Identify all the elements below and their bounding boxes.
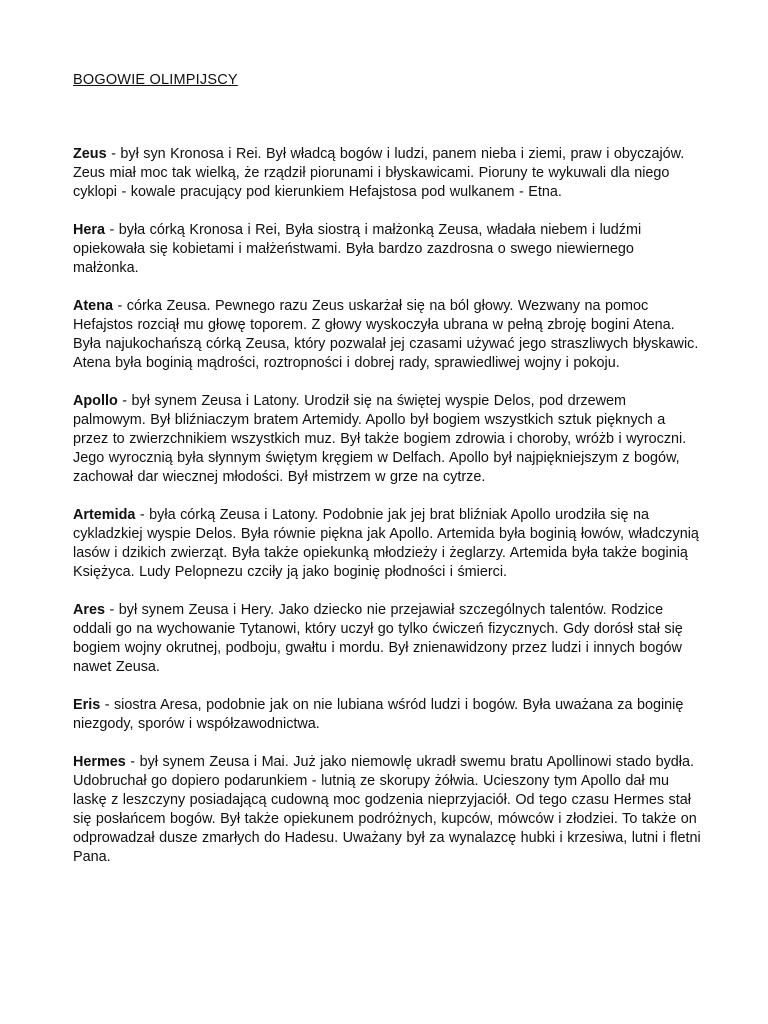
- entry-atena: [73, 297, 703, 373]
- entry-apollo: [73, 392, 703, 487]
- entry-name: Hermes: [73, 754, 126, 770]
- entry-text: - była córką Zeusa i Latony. Podobnie jak jej brat bliźniak Apollo urodziła się na cykladzkiej wyspie Delos. Była równie piękna jak Apollo. Artemida była boginią łowów, władczynią lasów i dzikich zwierząt. Była także opiekunką młodzieży i żeglarzy. Artemida była także boginią Księżyca. Ludy Pelopnezu czciły ją jako boginię płodności i śmierci.: [73, 507, 699, 580]
- entry-ares: [73, 601, 703, 677]
- entry-text: - był synem Zeusa i Latony. Urodził się na świętej wyspie Delos, pod drzewem palmowym. Był bliźniaczym bratem Artemidy. Apollo był bogiem wszystkich sztuk pięknych a przez to zwierzchnikiem wszystkich muz. Był także bogiem zdrowia i choroby, wróżb i wyroczni. Jego wyrocznią była słynnym świętym kręgiem w Delfach. Apollo był najpiękniejszym z bogów, zachował dar wiecznej młodości. Był mistrzem w grze na cytrze.: [73, 393, 687, 485]
- entry-name: Zeus: [73, 146, 107, 162]
- entry-text: - był syn Kronosa i Rei. Był władcą bogów i ludzi, panem nieba i ziemi, praw i obyczajów. Zeus miał moc tak wielką, że rządził piorunami i błyskawicami. Pioruny te wykuwali dla niego cyklopi - kowale pracujący pod kierunkiem Hefajstosa pod wulkanem - Etna.: [73, 146, 685, 200]
- entry-eris: [73, 696, 703, 734]
- entry-name: Atena: [73, 298, 113, 314]
- entry-text: - siostra Aresa, podobnie jak on nie lubiana wśród ludzi i bogów. Była uważana za boginię niezgody, sporów i współzawodnictwa.: [73, 697, 684, 732]
- entry-name: Artemida: [73, 507, 136, 523]
- entry-hera: [73, 221, 703, 278]
- entry-text: - była córką Kronosa i Rei, Była siostrą i małżonką Zeusa, władała niebem i ludźmi opiekowała się kobietami i małżeństwami. Była bardzo zazdrosna o swego niewiernego małżonka.: [73, 222, 642, 276]
- entry-zeus: [73, 145, 703, 202]
- entry-text: - był synem Zeusa i Mai. Już jako niemowlę ukradł swemu bratu Apollinowi stado bydła. Udobruchał go dopiero podarunkiem - lutnią ze skorupy żółwia. Ucieszony tym Apollo dał mu laskę z leszczyny posiadającą cudowną moc godzenia nieprzyjaciół. Od tego czasu Hermes stał się posłańcem bogów. Był także opiekunem podróżnych, kupców, mówców i złodziei. To także on odprowadzał dusze zmarłych do Hadesu. Uważany był za wynalazcę hubki i krzesiwa, lutni i fletni Pana.: [73, 754, 701, 865]
- entries-list: [73, 145, 703, 867]
- entry-artemida: [73, 506, 703, 582]
- entry-text: - córka Zeusa. Pewnego razu Zeus uskarżał się na ból głowy. Wezwany na pomoc Hefajstos rozciął mu głowę toporem. Z głowy wyskoczyła ubrana w pełną zbroję bogini Atena. Była najukochańszą córką Zeusa, który pozwalał jej czasami używać jego straszliwych błyskawic. Atena była boginią mądrości, roztropności i dobrej rady, sprawiedliwej wojny i pokoju.: [73, 298, 699, 371]
- entry-name: Ares: [73, 602, 105, 618]
- entry-hermes: [73, 753, 703, 867]
- document-title: BOGOWIE OLIMPIJSCY: [73, 72, 238, 88]
- entry-name: Eris: [73, 697, 101, 713]
- entry-name: Hera: [73, 222, 105, 238]
- document-page: [73, 70, 703, 886]
- entry-name: Apollo: [73, 393, 118, 409]
- entry-text: - był synem Zeusa i Hery. Jako dziecko nie przejawiał szczególnych talentów. Rodzice oddali go na wychowanie Tytanowi, który uczył go tylko ćwiczeń fizycznych. Gdy dorósł stał się bogiem wojny okrutnej, podboju, gwałtu i mordu. Był znienawidzony przez ludzi i innych bogów nawet Zeusa.: [73, 602, 683, 675]
